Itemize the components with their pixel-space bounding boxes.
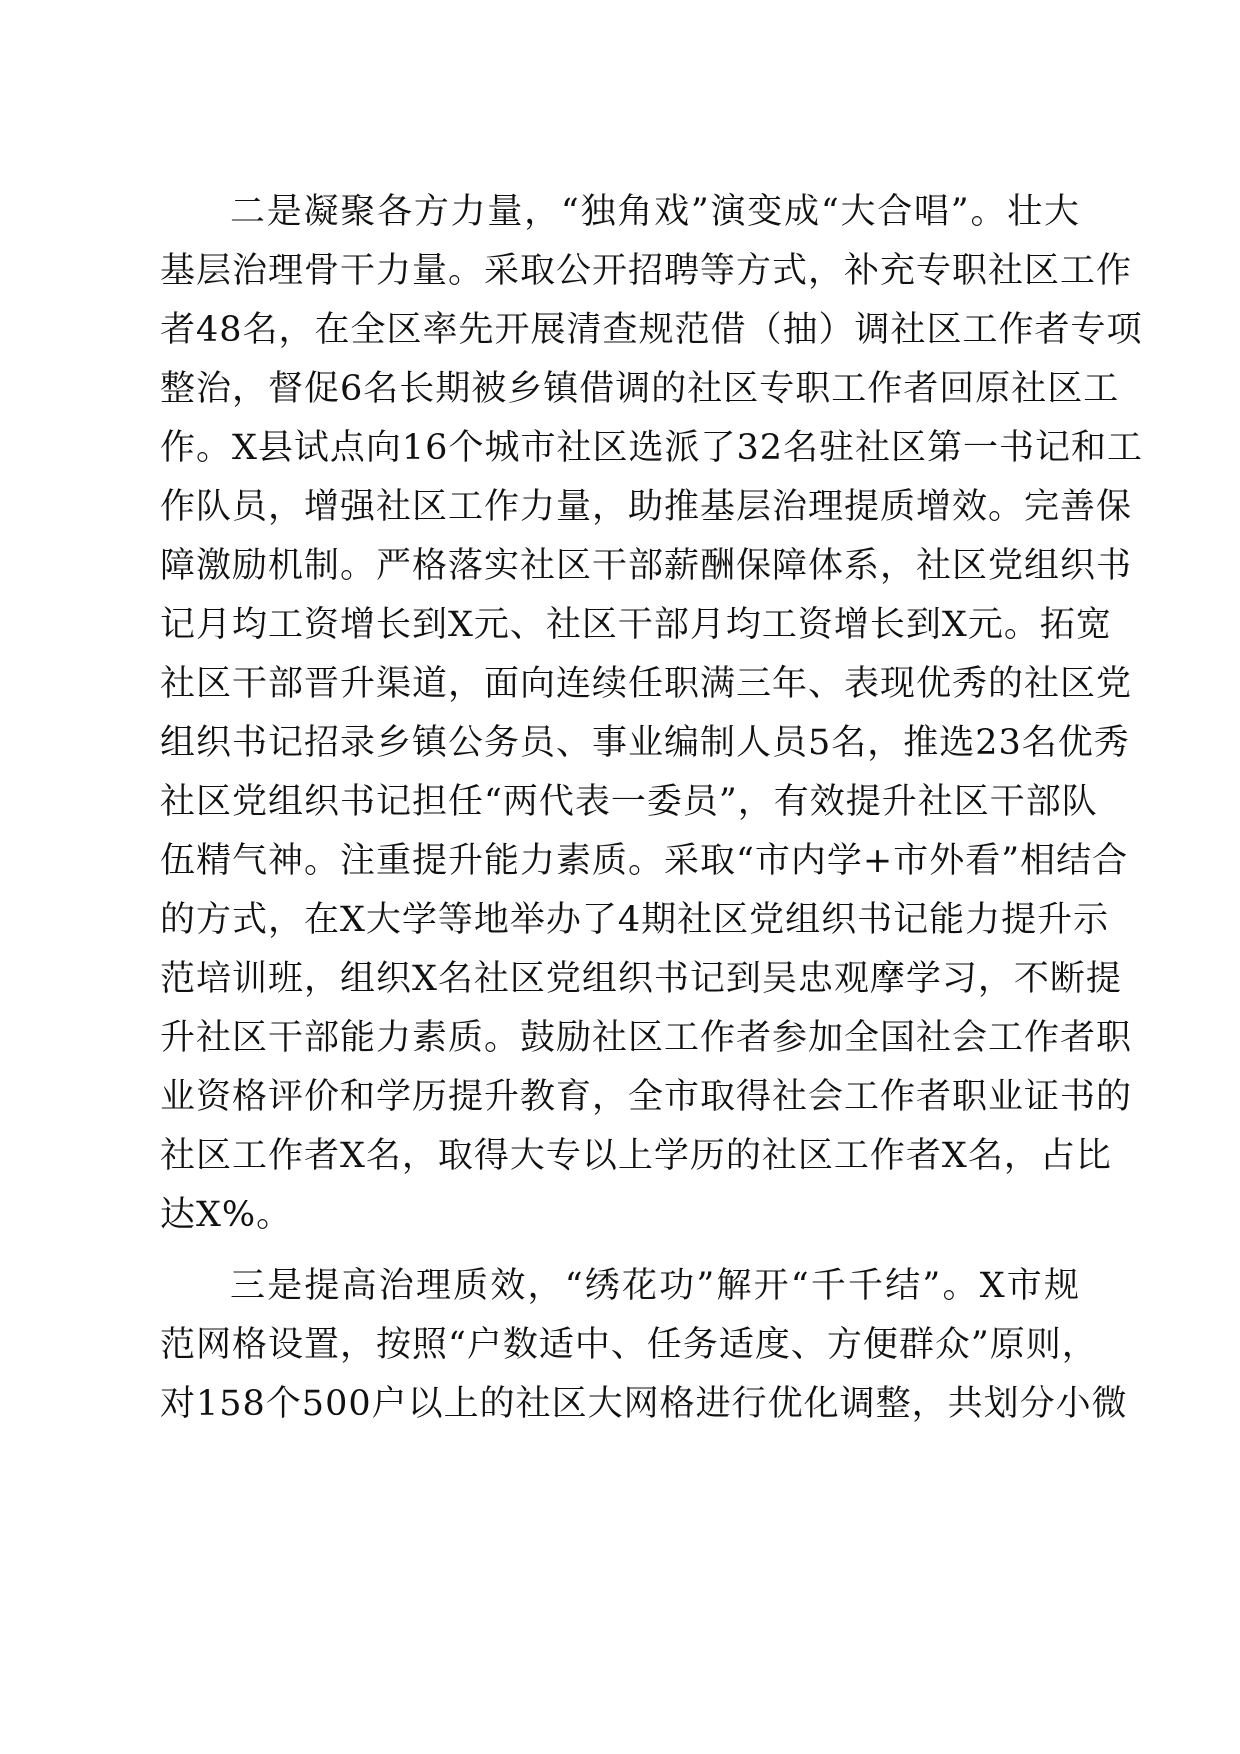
document-page xyxy=(160,192,1143,1443)
text-line: 社区干部晋升渠道，面向连续任职满三年、表现优秀的社区党 xyxy=(160,664,1133,704)
text-line: 达X%。 xyxy=(160,1195,293,1235)
text-line: 社区工作者X名，取得大专以上学历的社区工作者X名，占比 xyxy=(160,1136,1112,1176)
text-line: 基层治理骨干力量。采取公开招聘等方式，补充专职社区工作 xyxy=(160,251,1133,291)
text-line: 作队员，增强社区工作力量，助推基层治理提质增效。完善保 xyxy=(160,487,1133,527)
text-line: 障激励机制。严格落实社区干部薪酬保障体系，社区党组织书 xyxy=(160,546,1133,586)
text-line: 社区党组织书记担任“两代表一委员”，有效提升社区干部队 xyxy=(160,782,1098,822)
paragraph-spacer xyxy=(160,1254,1080,1266)
text-line: 对158个500户以上的社区大网格进行优化调整，共划分小微 xyxy=(160,1384,1128,1424)
text-line: 二是凝聚各方力量，“独角戏”演变成“大合唱”。壮大 xyxy=(230,192,1080,232)
text-line: 的方式，在X大学等地举办了4期社区党组织书记能力提升示 xyxy=(160,900,1110,940)
text-line: 整治，督促6名长期被乡镇借调的社区专职工作者回原社区工 xyxy=(160,369,1120,409)
text-line: 者48名，在全区率先开展清查规范借（抽）调社区工作者专项 xyxy=(160,310,1143,350)
paragraph-third-point xyxy=(160,1266,1128,1424)
paragraph-second-point xyxy=(160,192,1143,1235)
text-line: 伍精气神。注重提升能力素质。采取“市内学+市外看”相结合 xyxy=(160,841,1129,881)
text-line: 作。X县试点向16个城市社区选派了32名驻社区第一书记和工 xyxy=(160,428,1143,468)
text-line: 范培训班，组织X名社区党组织书记到吴忠观摩学习，不断提 xyxy=(160,959,1122,999)
text-line: 升社区干部能力素质。鼓励社区工作者参加全国社会工作者职 xyxy=(160,1018,1133,1058)
text-line: 范网格设置，按照“户数适中、任务适度、方便群众”原则， xyxy=(160,1325,1098,1365)
text-line: 组织书记招录乡镇公务员、事业编制人员5名，推选23名优秀 xyxy=(160,723,1130,763)
text-line: 记月均工资增长到X元、社区干部月均工资增长到X元。拓宽 xyxy=(160,605,1112,645)
text-line: 业资格评价和学历提升教育，全市取得社会工作者职业证书的 xyxy=(160,1077,1133,1117)
text-line: 三是提高治理质效，“绣花功”解开“千千结”。X市规 xyxy=(230,1266,1080,1306)
